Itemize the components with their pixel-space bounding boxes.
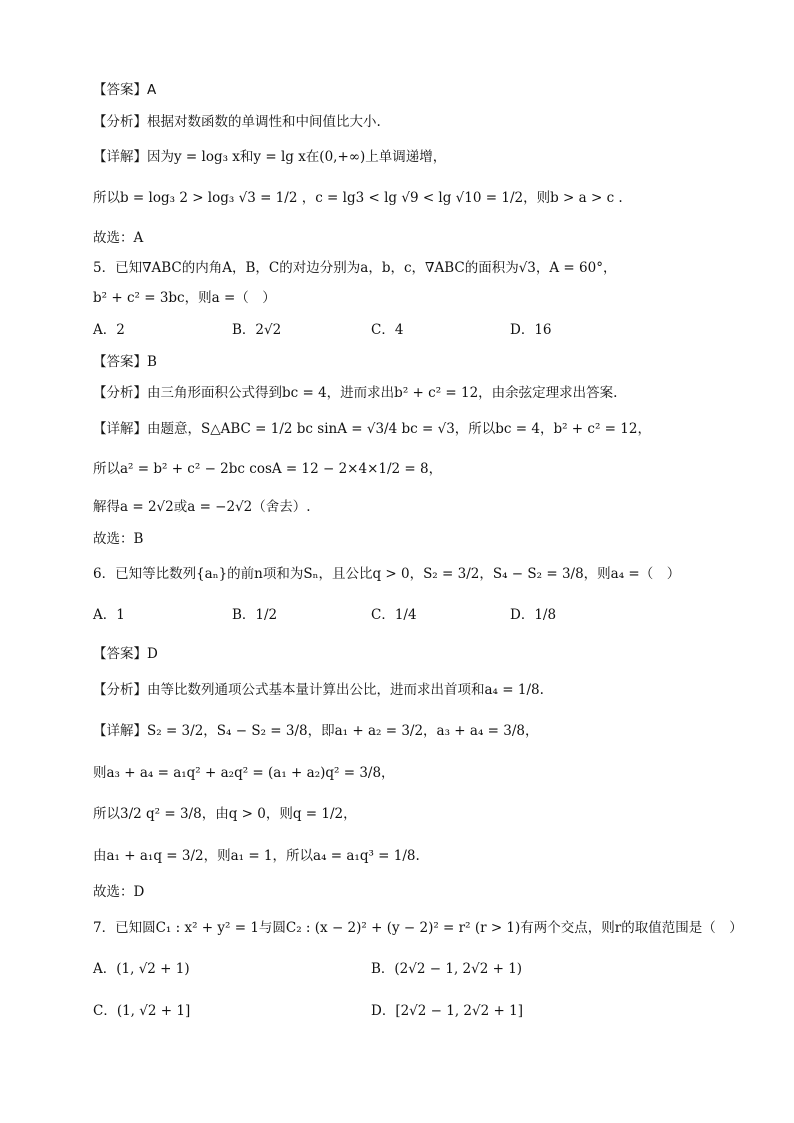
choice-q4: 故选：A xyxy=(93,230,144,246)
q6-option-b: B．1/2 xyxy=(232,607,278,623)
detail-q6-line1: 【详解】S₂ = 3/2，S₄ − S₂ = 3/8，即a₁ + a₂ = 3/2，a₃ + a₄ = 3/8， xyxy=(93,723,539,739)
q5-option-a: A．2 xyxy=(93,322,125,338)
choice-q5: 故选：B xyxy=(93,531,144,547)
question-5-line1: 5．已知∇ABC的内角A，B，C的对边分别为a，b，c，∇ABC的面积为√3，A = 60°， xyxy=(93,260,617,276)
answer-q5: 【答案】B xyxy=(93,354,157,370)
q7-option-d: D．[2√2 − 1, 2√2 + 1] xyxy=(371,1003,523,1019)
detail-q6-line3: 所以3/2 q² = 3/8，由q > 0，则q = 1/2， xyxy=(93,806,357,822)
choice-q6: 故选：D xyxy=(93,884,145,900)
q5-option-c: C．4 xyxy=(371,322,404,338)
q7-option-b: B．(2√2 − 1, 2√2 + 1) xyxy=(371,961,523,977)
q5-option-b: B．2√2 xyxy=(232,322,282,338)
q5-option-d: D．16 xyxy=(510,322,552,338)
answer-q4: 【答案】A xyxy=(93,82,157,98)
question-5-line2: b² + c² = 3bc，则a =（ ） xyxy=(93,290,276,306)
q6-option-d: D．1/8 xyxy=(510,607,557,623)
q7-option-c: C．(1, √2 + 1] xyxy=(93,1003,191,1019)
analysis-q5: 【分析】由三角形面积公式得到bc = 4，进而求出b² + c² = 12，由余弦定理求出答案. xyxy=(93,385,618,401)
detail-q6-line4: 由a₁ + a₁q = 3/2，则a₁ = 1，所以a₄ = a₁q³ = 1/8. xyxy=(93,848,420,864)
q6-option-a: A．1 xyxy=(93,607,125,623)
answer-q6: 【答案】D xyxy=(93,646,158,662)
analysis-q4: 【分析】根据对数函数的单调性和中间值比大小. xyxy=(93,114,381,130)
q6-option-c: C．1/4 xyxy=(371,607,417,623)
detail-q5-line2: 所以a² = b² + c² − 2bc cosA = 12 − 2×4×1/2 = 8， xyxy=(93,461,443,477)
detail-q5-line1: 【详解】由题意，S△ABC = 1/2 bc sinA = √3/4 bc = √3，所以bc = 4，b² + c² = 12， xyxy=(93,421,651,437)
question-7: 7．已知圆C₁ : x² + y² = 1与圆C₂ : (x − 2)² + (y − 2)² = r² (r > 1)有两个交点，则r的取值范围是（ ） xyxy=(93,920,743,936)
detail-q4-line1: 【详解】因为y = log₃ x和y = lg x在(0,+∞)上单调递增， xyxy=(93,149,447,165)
q7-option-a: A．(1, √2 + 1) xyxy=(93,961,190,977)
detail-q6-line2: 则a₃ + a₄ = a₁q² + a₂q² = (a₁ + a₂)q² = 3/8， xyxy=(93,765,395,781)
detail-q4-line2: 所以b = log₃ 2 > log₃ √3 = 1/2 ，c = lg3 < lg √9 < lg √10 = 1/2，则b > a > c . xyxy=(93,190,623,206)
question-6: 6．已知等比数列{aₙ}的前n项和为Sₙ，且公比q > 0，S₂ = 3/2，S₄ − S₂ = 3/8，则a₄ =（ ） xyxy=(93,566,681,582)
detail-q5-line3: 解得a = 2√2或a = −2√2（舍去）. xyxy=(93,499,311,515)
analysis-q6: 【分析】由等比数列通项公式基本量计算出公比，进而求出首项和a₄ = 1/8. xyxy=(93,682,544,698)
